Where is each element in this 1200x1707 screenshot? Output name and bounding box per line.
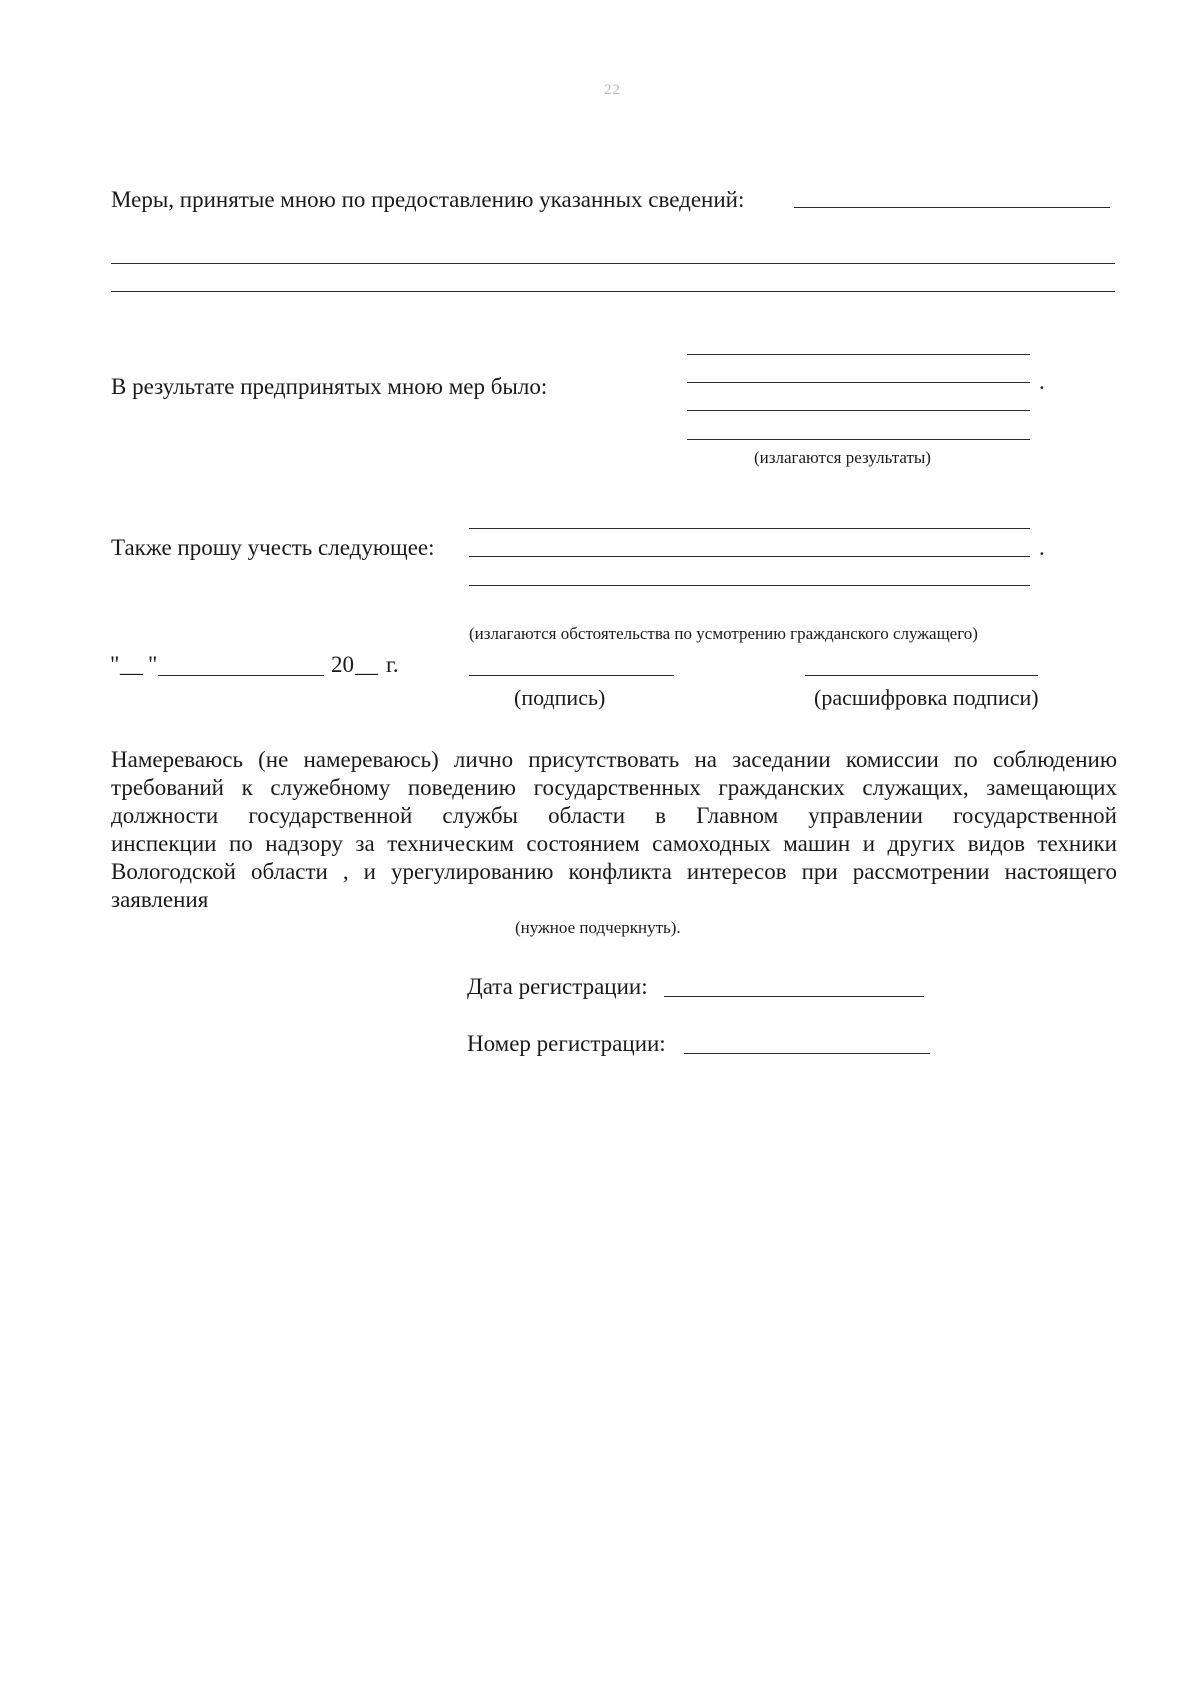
decryption-caption: (расшифровка подписи): [814, 685, 1039, 710]
page-number: 22: [604, 82, 621, 98]
measures-blank-line-2[interactable]: [111, 263, 1115, 264]
measures-label: Меры, принятые мною по предоставлению указанных сведений:: [111, 187, 745, 212]
results-blank-line-3[interactable]: [687, 410, 1030, 411]
registration-number-blank-line[interactable]: [684, 1053, 930, 1054]
intent-line-3: должности государственной службы области в Главном управлении государственной: [111, 803, 1117, 828]
signature-caption: (подпись): [514, 685, 606, 710]
date-year-blank[interactable]: __: [355, 652, 378, 677]
date-year-suffix: г.: [386, 652, 399, 677]
registration-number-label: Номер регистрации:: [467, 1031, 666, 1056]
intent-line-6: заявления: [111, 887, 209, 912]
date-year-prefix: 20: [331, 652, 354, 677]
measures-blank-line-1[interactable]: [794, 207, 1110, 208]
results-caption: (излагаются результаты): [754, 448, 931, 467]
results-period: .: [1039, 369, 1045, 394]
also-blank-line-3[interactable]: [469, 585, 1030, 586]
measures-blank-line-3[interactable]: [111, 291, 1115, 292]
date-close-quote: ": [148, 652, 158, 677]
registration-date-label: Дата регистрации:: [467, 974, 648, 999]
date-day-blank[interactable]: __: [120, 652, 143, 677]
results-label: В результате предпринятых мною мер было:: [111, 374, 548, 399]
registration-date-blank-line[interactable]: [664, 996, 924, 997]
date-month-blank-line[interactable]: [158, 675, 324, 676]
intent-line-1: Намереваюсь (не намереваюсь) лично присутствовать на заседании комиссии по соблюдению: [111, 747, 1117, 772]
also-blank-line-2[interactable]: [469, 556, 1030, 557]
intent-caption: (нужное подчеркнуть).: [515, 918, 681, 937]
intent-line-5: Вологодской области , и урегулированию конфликта интересов при рассмотрении настоящего: [111, 859, 1117, 884]
also-label: Также прошу учесть следующее:: [111, 535, 435, 560]
also-caption: (излагаются обстоятельства по усмотрению гражданского служащего): [469, 624, 978, 643]
signature-line[interactable]: [469, 675, 674, 676]
also-period: .: [1039, 535, 1045, 560]
decryption-line[interactable]: [805, 675, 1038, 676]
date-open-quote: ": [110, 652, 120, 677]
intent-line-2: требований к служебному поведению государственных гражданских служащих, замещающих: [111, 775, 1117, 800]
also-blank-line-1[interactable]: [469, 528, 1030, 529]
intent-line-4: инспекции по надзору за техническим состоянием самоходных машин и других видов техники: [111, 831, 1117, 856]
results-blank-line-4[interactable]: [687, 439, 1030, 440]
results-blank-line-1[interactable]: [687, 354, 1030, 355]
results-blank-line-2[interactable]: [687, 382, 1030, 383]
